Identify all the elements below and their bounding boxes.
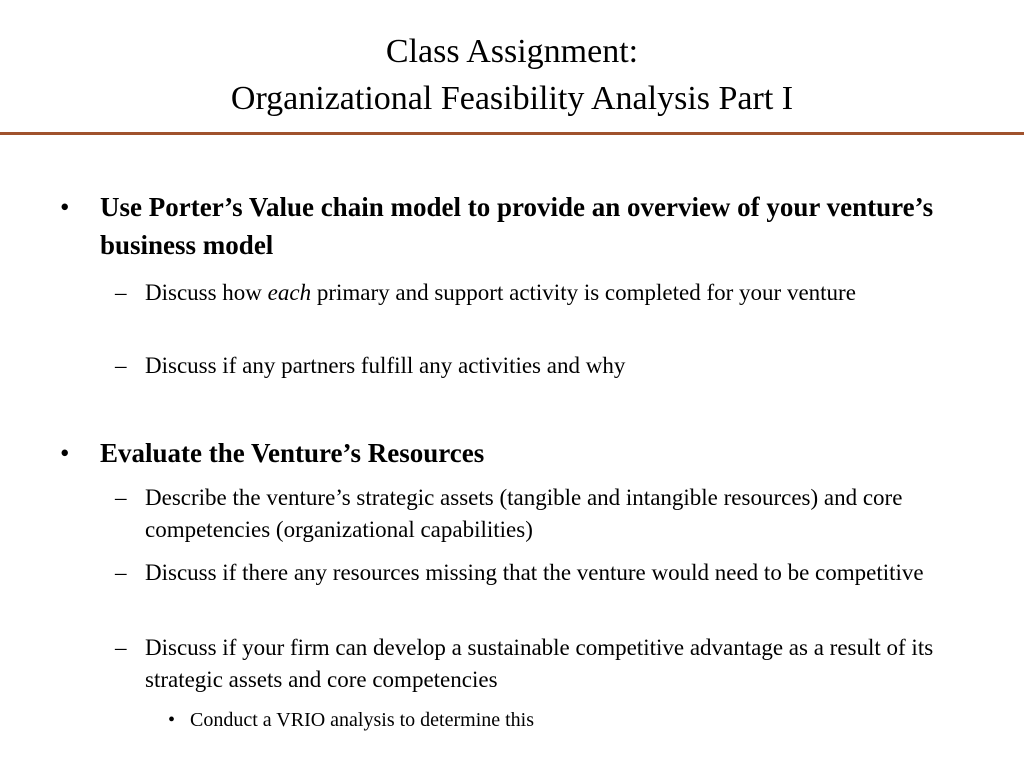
sub-sub-item-vrio [168, 706, 950, 734]
dash-icon: – [115, 485, 127, 510]
title-line-1: Class Assignment: [385, 33, 639, 70]
bullet-heading-porter [60, 188, 980, 264]
bullet-heading-text: Use Porter’s Value chain model to provide an overview of your venture’s business model [100, 192, 934, 260]
bullet-icon: • [60, 192, 70, 222]
sub-item-text: Describe the venture’s strategic assets (tangible and intangible resources) and core competencies (organizational capabilities) [145, 485, 903, 542]
dash-icon: – [115, 635, 127, 660]
sub-item-partners [115, 350, 965, 382]
title-line-2: Organizational Feasibility Analysis Part I [230, 80, 794, 117]
bullet-icon: • [60, 438, 70, 468]
bullet-dot-icon: • [168, 709, 176, 731]
sub-item-text: Discuss if there any resources missing that the venture would need to be competitive [145, 560, 924, 585]
dash-icon: – [115, 353, 127, 378]
sub-item-text: Discuss if any partners fulfill any activities and why [145, 353, 626, 378]
dash-icon: – [115, 560, 127, 585]
sub-item-each-activity [115, 277, 965, 309]
sub-item-text-emphasis: each [267, 280, 312, 305]
sub-item-text-post: primary and support activity is completed for your venture [311, 280, 856, 305]
bullet-heading-resources [60, 434, 980, 472]
sub-sub-item-text: Conduct a VRIO analysis to determine this [190, 709, 535, 731]
sub-item-strategic-assets [115, 482, 965, 546]
sub-item-competitive-advantage [115, 632, 965, 696]
dash-icon: – [115, 280, 127, 305]
sub-item-missing-resources [115, 557, 965, 589]
sub-item-text: Discuss if your firm can develop a sustainable competitive advantage as a result of its strategic assets and core competencies [145, 635, 934, 692]
bullet-heading-text: Evaluate the Venture’s Resources [100, 438, 485, 468]
sub-item-text-pre: Discuss how [145, 280, 268, 305]
